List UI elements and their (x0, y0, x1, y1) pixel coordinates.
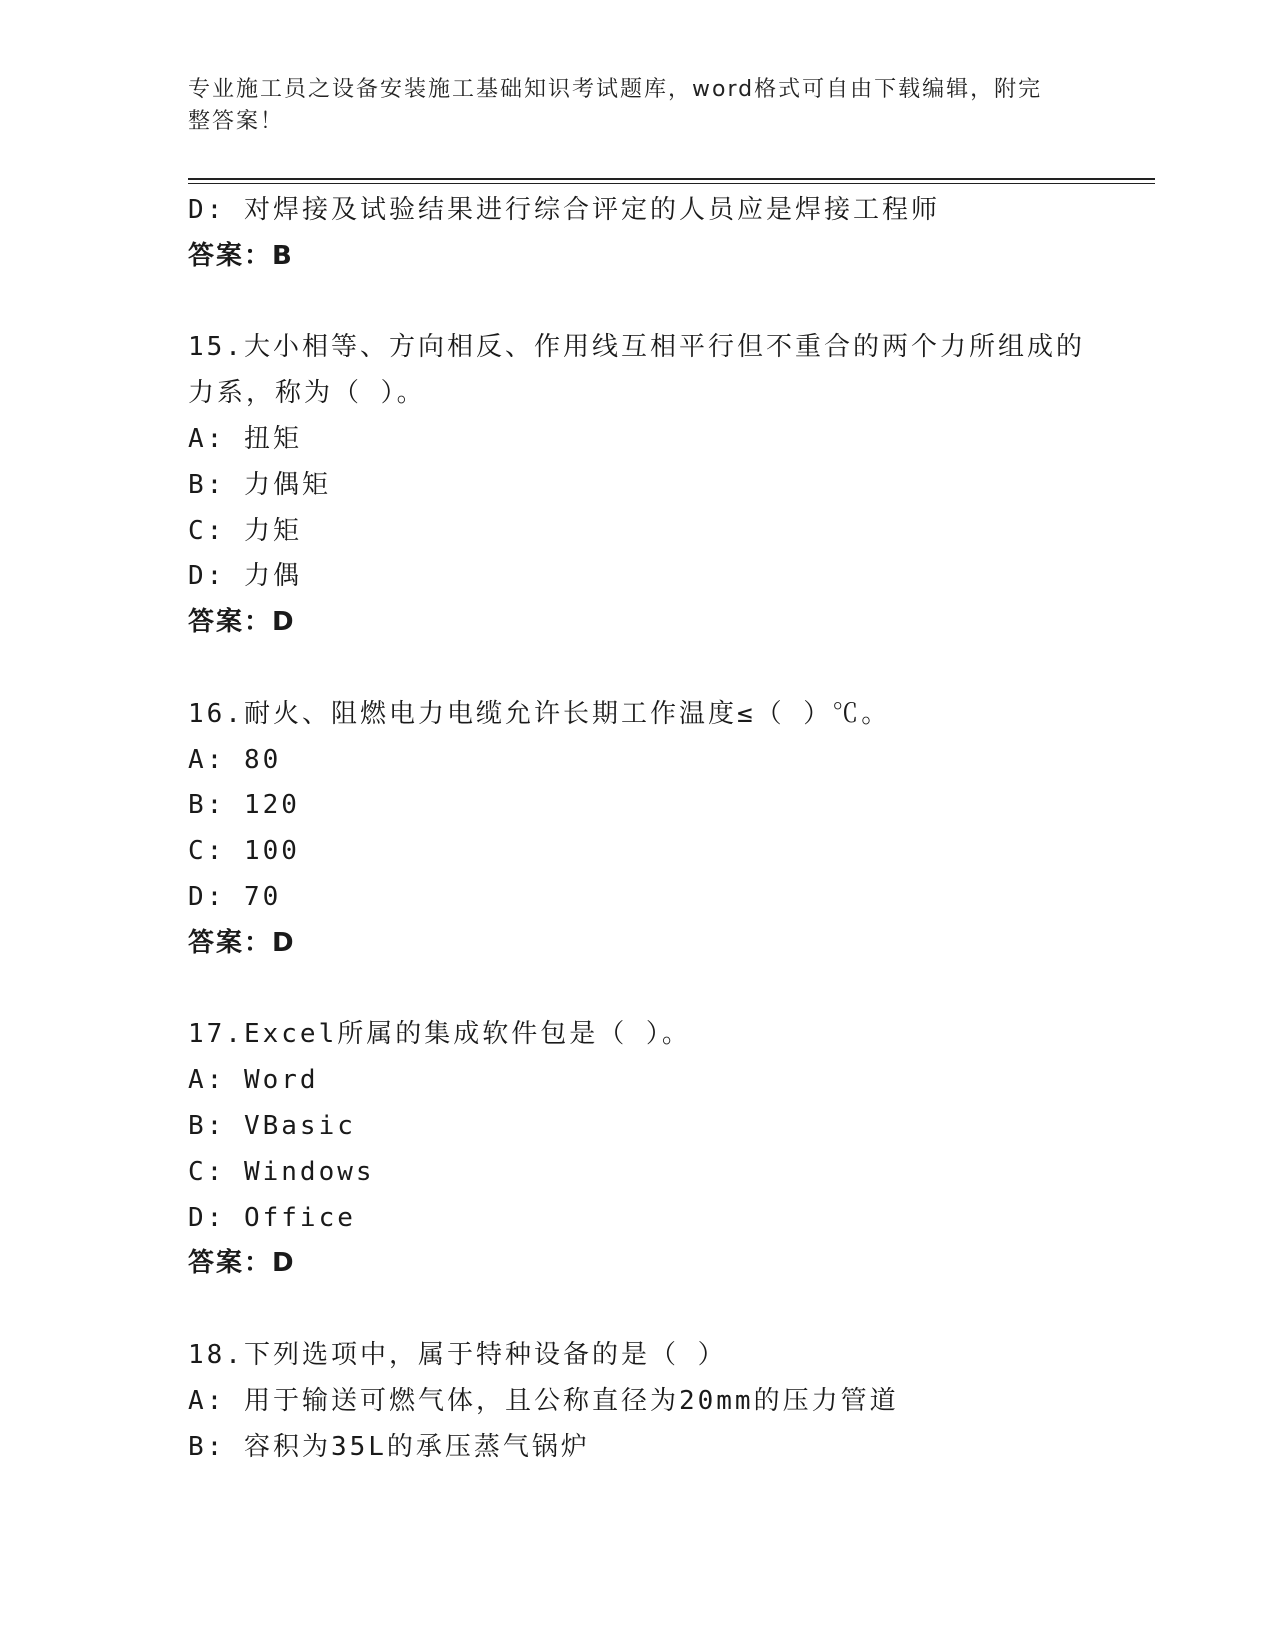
question-16-answer: 答案：D (188, 927, 296, 958)
question-18-stem: 18.下列选项中，属于特种设备的是（ ） (188, 1339, 727, 1370)
header-divider-thick (188, 178, 1155, 180)
question-16-stem: 16.耐火、阻燃电力电缆允许长期工作温度≤（ ）℃。 (188, 698, 891, 729)
question-17-answer: 答案：D (188, 1248, 296, 1279)
question-18-option-a: A: 用于输送可燃气体，且公称直径为20mm的压力管道 (188, 1385, 899, 1416)
question-15-option-b: B: 力偶矩 (188, 469, 331, 500)
question-15-stem-cont: 力系，称为（ ）。 (188, 378, 426, 409)
question-18-option-b: B: 容积为35L的承压蒸气锅炉 (188, 1431, 590, 1462)
question-16-option-c: C: 100 (188, 836, 300, 867)
question-16-option-a: A: 80 (188, 744, 282, 775)
question-17-stem: 17.Excel所属的集成软件包是（ ）。 (188, 1019, 691, 1050)
header-divider-thin (188, 183, 1155, 184)
question-17-option-c: C: Windows (188, 1156, 375, 1187)
question-17-option-b: B: VBasic (188, 1110, 356, 1141)
header-line-2: 整答案！ (188, 109, 285, 134)
header-line-1: 专业施工员之设备安装施工基础知识考试题库，word格式可自由下载编辑，附完 (188, 77, 1043, 102)
question-16-option-d: D: 70 (188, 881, 282, 912)
question-17-option-a: A: Word (188, 1065, 319, 1096)
question-16-option-b: B: 120 (188, 790, 300, 821)
document-header (188, 74, 1068, 138)
question-15-option-a: A: 扭矩 (188, 423, 302, 454)
question-15-option-c: C: 力矩 (188, 515, 302, 546)
question-15-option-d: D: 力偶 (188, 561, 302, 592)
question-list (188, 188, 1088, 1470)
question-15-answer: 答案：D (188, 607, 296, 638)
answer-line: 答案：B (188, 240, 294, 271)
question-15-stem: 15.大小相等、方向相反、作用线互相平行但不重合的两个力所组成的 (188, 332, 1085, 363)
option-d: D: 对焊接及试验结果进行综合评定的人员应是焊接工程师 (188, 195, 940, 225)
question-17-option-d: D: Office (188, 1202, 356, 1233)
